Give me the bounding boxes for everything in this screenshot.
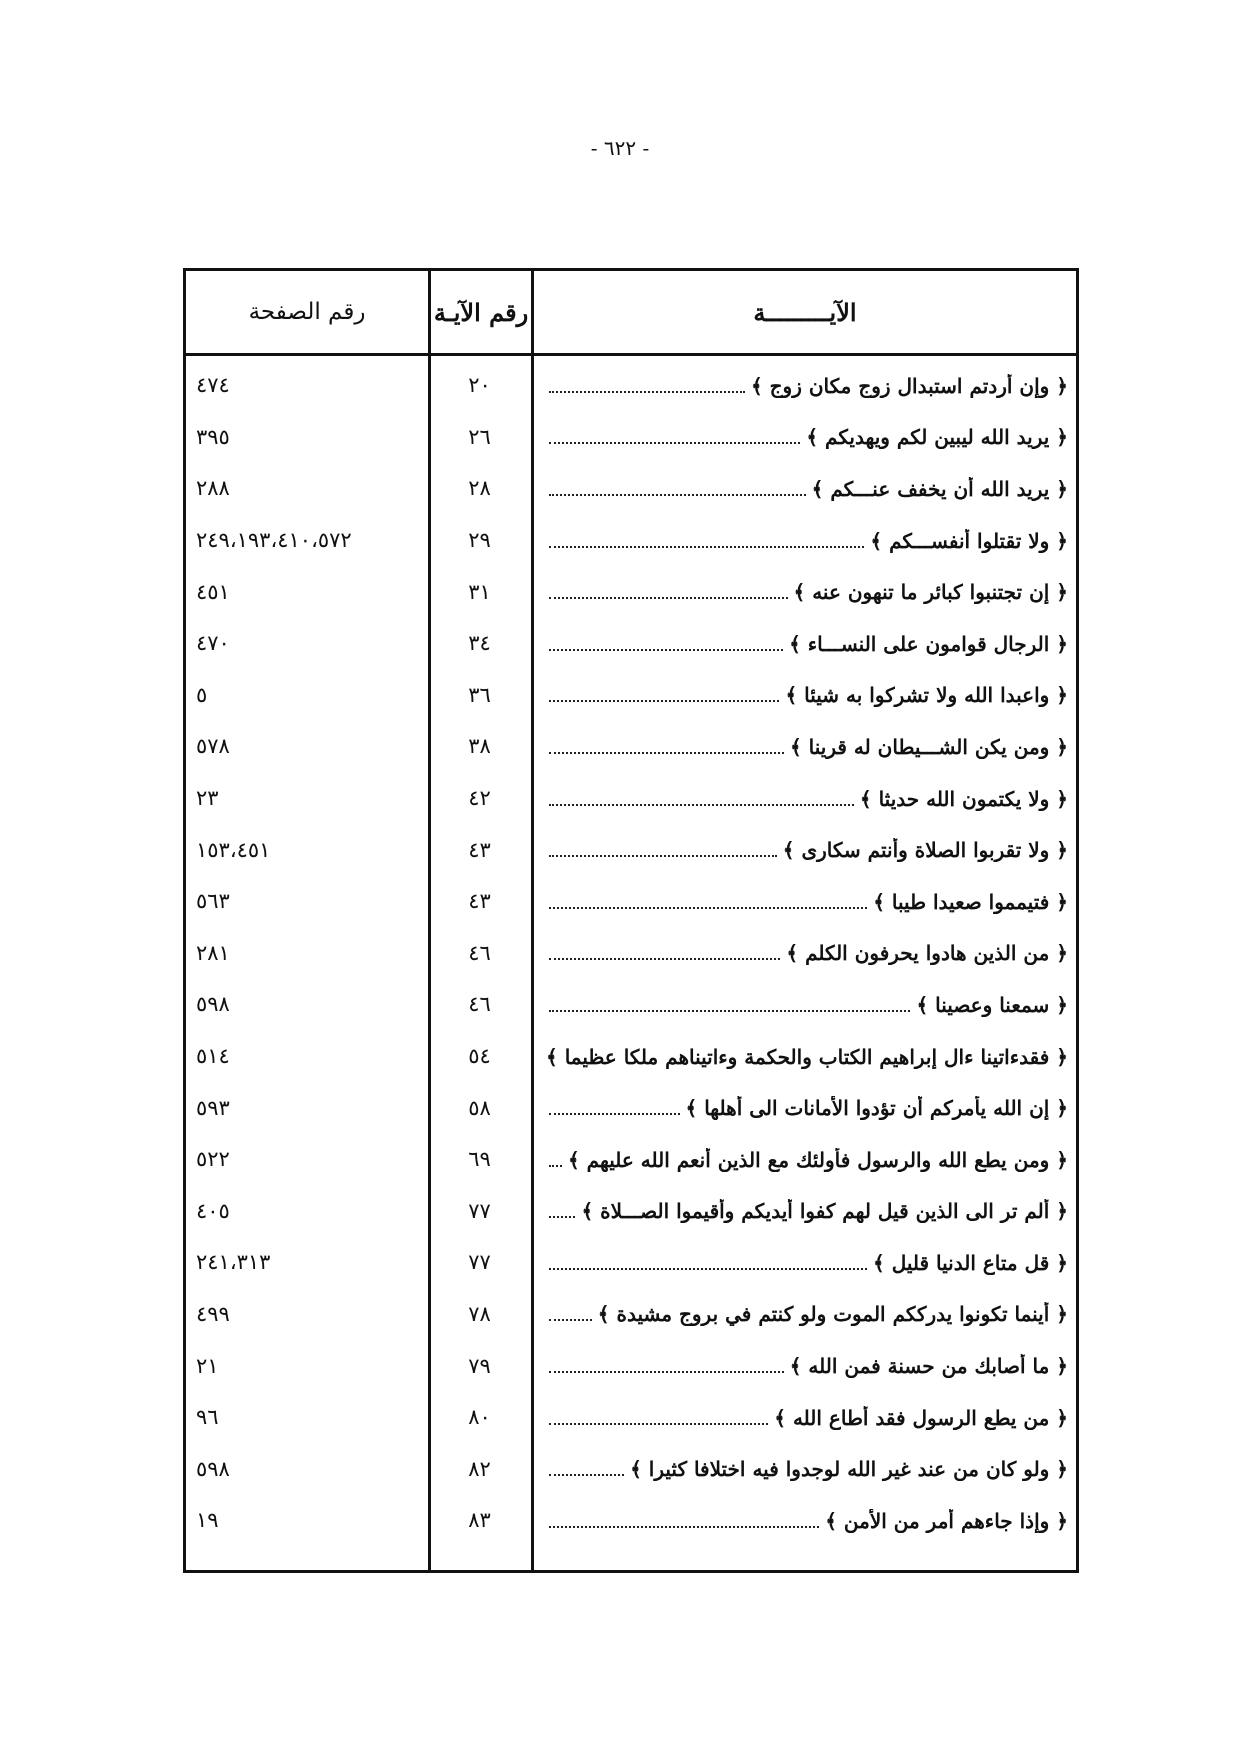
page-number-value: ٢٨١ (196, 940, 230, 965)
verse-text: ﴿ ولو كان من عند غير الله لوجدوا فيه اختلافا كثيرا ﴾ (630, 1457, 1068, 1482)
table-row (186, 670, 1076, 722)
page-number-cell (186, 373, 428, 398)
table-row (186, 515, 1076, 567)
verse-number-cell: ٢٠ (468, 373, 491, 398)
page-number-cell (186, 889, 428, 914)
verse-number-cell: ٨٢ (468, 1456, 491, 1481)
verse-text: ﴿ يريد الله أن يخفف عنـــكم ﴾ (811, 476, 1068, 501)
dot-leader (549, 1525, 819, 1528)
verse-number-cell: ٨٣ (468, 1508, 491, 1533)
verse-text: ﴿ وإذا جاءهم أمر من الأمن ﴾ (825, 1508, 1068, 1533)
page-number-value: ١٥٣،٤٥١ (196, 837, 271, 862)
verse-number-cell: ٨٠ (468, 1405, 491, 1430)
page-number-value: ٤٥١ (196, 579, 230, 604)
verse-cell (531, 632, 1076, 656)
table-row (186, 463, 1076, 515)
table-header (186, 271, 1076, 356)
verse-cell (531, 787, 1076, 811)
page-number-cell (186, 992, 428, 1017)
verse-cell (531, 477, 1076, 501)
table-row (186, 928, 1076, 980)
page-number-cell (186, 1199, 428, 1224)
table-row (186, 876, 1076, 928)
verse-number-cell: ٧٩ (468, 1353, 491, 1378)
dot-leader (549, 803, 854, 806)
page-number-value: ٤٩٩ (196, 1301, 230, 1326)
verse-index-table (183, 268, 1079, 1573)
verse-text: ﴿ ولا تقربوا الصلاة وأنتم سكارى ﴾ (782, 838, 1068, 863)
dot-leader (549, 1164, 562, 1167)
dot-leader (549, 751, 784, 754)
verse-cell (531, 1199, 1076, 1223)
page-number-cell (186, 1354, 428, 1379)
table-row (186, 1443, 1076, 1495)
table-row (186, 1237, 1076, 1289)
dot-leader (549, 390, 745, 393)
table-row (186, 1340, 1076, 1392)
verse-number-cell: ٣١ (468, 579, 491, 604)
page-number-cell (186, 786, 428, 811)
table-row (186, 1082, 1076, 1134)
verse-number-cell: ٤٦ (468, 940, 491, 965)
verse-number-cell: ٧٨ (468, 1301, 491, 1326)
page-number-cell (186, 1508, 428, 1533)
verse-cell (531, 1509, 1076, 1533)
page-number-value: ٥٩٨ (196, 992, 230, 1017)
page-number-cell (186, 528, 428, 553)
verse-text: ﴿ ألم تر الى الذين قيل لهم كفوا أيديكم وأقيموا الصـــلاة ﴾ (581, 1199, 1068, 1224)
verse-text: ﴿ واعبدا الله ولا تشركوا به شيئا ﴾ (785, 683, 1068, 708)
dot-leader (549, 957, 780, 960)
verse-number-cell: ٥٤ (468, 1044, 491, 1069)
page-number-cell (186, 734, 428, 759)
table-row (186, 979, 1076, 1031)
verse-text: ﴿ من يطع الرسول فقد أطاع الله ﴾ (774, 1405, 1068, 1430)
verse-cell (531, 580, 1076, 604)
verse-number-cell: ٧٧ (468, 1198, 491, 1223)
table-row (186, 412, 1076, 464)
page-number-cell (186, 1457, 428, 1482)
verse-cell (531, 1354, 1076, 1378)
page-number-value: ٥٩٣ (196, 1095, 230, 1120)
table-row (186, 618, 1076, 670)
verse-number-cell: ٢٨ (468, 476, 491, 501)
page-number-value: ٢٤١،٣١٣ (196, 1250, 271, 1275)
verse-cell (531, 890, 1076, 914)
page-number-value: ٥ (196, 682, 208, 707)
verse-cell (531, 1251, 1076, 1275)
verse-number-cell: ٥٨ (468, 1095, 491, 1120)
table-row (186, 773, 1076, 825)
dot-leader (549, 699, 779, 702)
verse-number-cell: ٣٨ (468, 734, 491, 759)
dot-leader (549, 1370, 784, 1373)
page-number-cell (186, 1147, 428, 1172)
page-number-cell (186, 631, 428, 656)
page-number-value: ٩٦ (196, 1405, 219, 1430)
verse-cell (531, 1148, 1076, 1172)
verse-text: ﴿ ومن يطع الله والرسول فأولئك مع الذين أنعم الله عليهم ﴾ (568, 1147, 1068, 1172)
dot-leader (549, 1473, 624, 1476)
page-number-value: ٢٨٨ (196, 476, 230, 501)
page-number-cell (186, 1405, 428, 1430)
verse-number-cell: ٤٣ (468, 837, 491, 862)
page-number-value: ١٩ (196, 1508, 219, 1533)
verse-cell (531, 425, 1076, 449)
dot-leader (549, 493, 806, 496)
verse-number-cell: ٢٦ (468, 424, 491, 449)
table-row (186, 1392, 1076, 1444)
page-number-cell (186, 1044, 428, 1069)
page-number-value: ٥١٤ (196, 1044, 230, 1069)
verse-text: ﴿ أينما تكونوا يدرككم الموت ولو كنتم في بروج مشيدة ﴾ (597, 1302, 1068, 1327)
verse-text: ﴿ سمعنا وعصينا ﴾ (916, 992, 1068, 1017)
verse-cell (531, 1096, 1076, 1120)
dot-leader (549, 648, 783, 651)
verse-text: ﴿ ومن يكن الشـــيطان له قرينا ﴾ (789, 734, 1068, 759)
table-row (186, 1031, 1076, 1083)
page-number-cell (186, 683, 428, 708)
verse-text: ﴿ من الذين هادوا يحرفون الكلم ﴾ (786, 941, 1068, 966)
verse-number-cell: ٤٣ (468, 889, 491, 914)
page-number: - ٦٢٢ - (590, 136, 650, 160)
page-number-cell (186, 425, 428, 450)
verse-number-cell: ٣٤ (468, 631, 491, 656)
verse-text: ﴿ يريد الله ليبين لكم ويهديكم ﴾ (806, 425, 1068, 450)
verse-cell (531, 941, 1076, 965)
page-number-cell (186, 838, 428, 863)
verse-text: ﴿ فقدءاتينا ءال إبراهيم الكتاب والحكمة وءاتيناهم ملكا عظيما ﴾ (546, 1044, 1068, 1069)
page-number-cell (186, 1250, 428, 1275)
page-number-cell (186, 476, 428, 501)
dot-leader (549, 1422, 768, 1425)
dot-leader (549, 596, 788, 599)
header-verse: الآيـــــــــة (531, 271, 1076, 353)
table-row (186, 1134, 1076, 1186)
table-row (186, 566, 1076, 618)
page-number-value: ٤٧٤ (196, 373, 230, 398)
table-row (186, 360, 1076, 412)
table-row (186, 1186, 1076, 1238)
verse-cell (531, 1045, 1076, 1069)
page-number-value: ٢٣ (196, 786, 219, 811)
page-number-value: ٢٤٩،١٩٣،٤١٠،٥٧٢ (196, 528, 352, 553)
verse-cell (531, 1406, 1076, 1430)
verse-cell (531, 374, 1076, 398)
verse-text: ﴿ قل متاع الدنيا قليل ﴾ (873, 1250, 1068, 1275)
verse-number-cell: ٦٩ (468, 1147, 491, 1172)
page-number-value: ٥٢٢ (196, 1147, 230, 1172)
dot-leader (549, 545, 864, 548)
verse-text: ﴿ ولا تقتلوا أنفســـكم ﴾ (870, 528, 1068, 553)
dot-leader (549, 441, 800, 444)
dot-leader (549, 906, 867, 909)
verse-cell (531, 529, 1076, 553)
dot-leader (549, 1009, 910, 1012)
page-number-cell (186, 1302, 428, 1327)
page-number-value: ٥٦٣ (196, 889, 230, 914)
verse-cell (531, 1302, 1076, 1326)
verse-cell (531, 838, 1076, 862)
dot-leader (549, 1318, 592, 1321)
table-row (186, 721, 1076, 773)
verse-cell (531, 735, 1076, 759)
page-number-cell (186, 941, 428, 966)
page-number-value: ٤٠٥ (196, 1198, 230, 1223)
page-number-value: ٤٧٠ (196, 631, 230, 656)
verse-text: ﴿ ولا يكتمون الله حديثا ﴾ (859, 786, 1068, 811)
verse-number-cell: ٢٩ (468, 528, 491, 553)
verse-number-cell: ٧٧ (468, 1250, 491, 1275)
verse-number-cell: ٤٢ (468, 786, 491, 811)
page-number-value: ٣٩٥ (196, 424, 230, 449)
dot-leader (549, 1112, 680, 1115)
dot-leader (549, 1215, 575, 1218)
table-row (186, 824, 1076, 876)
verse-text: ﴿ إن تجتنبوا كبائر ما تنهون عنه ﴾ (793, 580, 1068, 605)
verse-cell (531, 683, 1076, 707)
page-number-cell (186, 1096, 428, 1121)
header-verse-number: رقم الآيـة (428, 271, 531, 353)
header-page-number: رقم الصفحة (248, 299, 366, 325)
verse-cell (531, 1457, 1076, 1481)
verse-number-cell: ٣٦ (468, 682, 491, 707)
page-number-value: ٥٧٨ (196, 734, 230, 759)
table-rows (186, 353, 1076, 1570)
verse-cell (531, 993, 1076, 1017)
dot-leader (549, 854, 777, 857)
verse-text: ﴿ ما أصابك من حسنة فمن الله ﴾ (789, 1354, 1068, 1379)
dot-leader (549, 1267, 867, 1270)
page-number-value: ٥٩٨ (196, 1456, 230, 1481)
verse-text: ﴿ إن الله يأمركم أن تؤدوا الأمانات الى أهلها ﴾ (685, 1096, 1068, 1121)
verse-text: ﴿ فتيمموا صعيدا طيبا ﴾ (873, 889, 1068, 914)
verse-number-cell: ٤٦ (468, 992, 491, 1017)
table-row (186, 1289, 1076, 1341)
page-number-cell (186, 580, 428, 605)
verse-text: ﴿ وإن أردتم استبدال زوج مكان زوج ﴾ (750, 373, 1068, 398)
page-number-value: ٢١ (196, 1353, 219, 1378)
table-row (186, 1495, 1076, 1547)
verse-text: ﴿ الرجال قوامون على النســـاء ﴾ (789, 631, 1068, 656)
